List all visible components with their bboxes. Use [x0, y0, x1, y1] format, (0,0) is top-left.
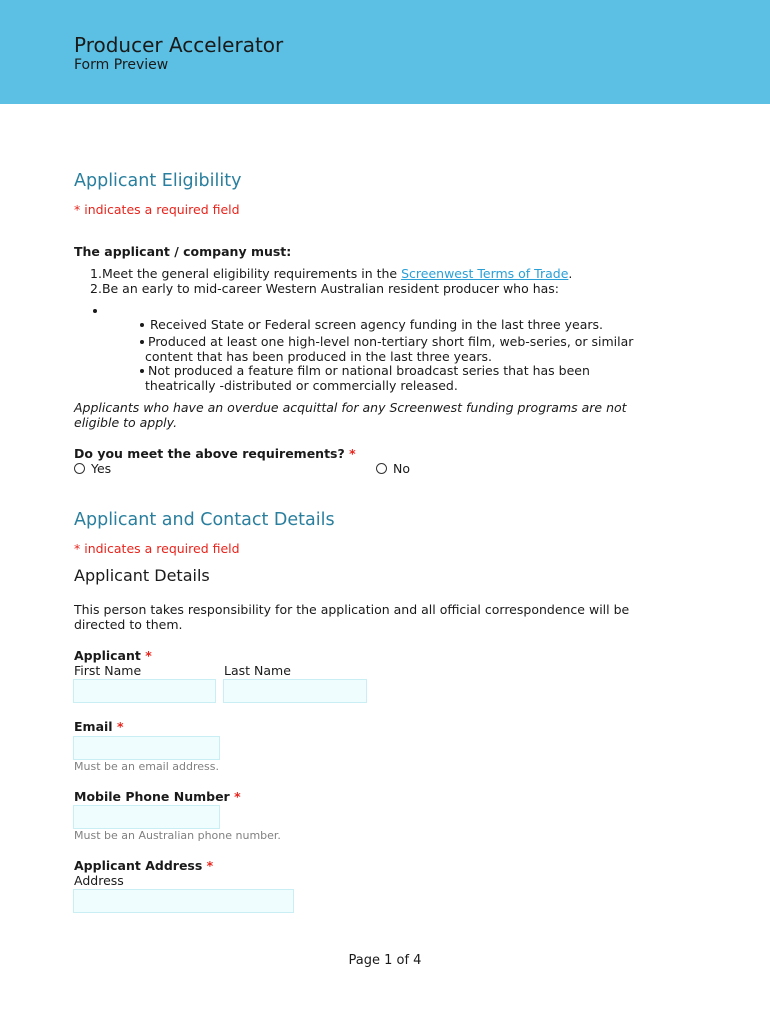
sub-item-2-cont: content that has been produced in the last three years. — [145, 349, 493, 364]
required-note: * indicates a required field — [74, 202, 240, 217]
intro-line2: directed to them. — [74, 617, 183, 632]
radio-yes[interactable] — [74, 461, 111, 476]
bullet-icon — [140, 369, 144, 373]
eligibility-item-2 — [90, 281, 559, 296]
acquittal-note-line1: Applicants who have an overdue acquittal for any Screenwest funding programs are not — [74, 400, 627, 415]
last-name-label: Last Name — [224, 663, 291, 678]
required-star: * — [145, 648, 152, 663]
email-label: Email * — [74, 719, 124, 734]
radio-circle-icon[interactable] — [376, 463, 387, 474]
must-label: The applicant / company must: — [74, 244, 292, 259]
radio-no[interactable] — [376, 461, 410, 476]
required-star: * — [234, 789, 241, 804]
page-number: Page 1 of 4 — [348, 953, 422, 968]
address-sublabel: Address — [74, 873, 124, 888]
radio-circle-icon[interactable] — [74, 463, 85, 474]
last-name-input[interactable] — [223, 679, 367, 703]
first-name-label: First Name — [74, 663, 142, 678]
item-number: 1. — [90, 266, 102, 281]
section-title-eligibility: Applicant Eligibility — [74, 171, 242, 191]
header-banner — [0, 0, 770, 104]
radio-yes-label: Yes — [91, 461, 112, 476]
eligibility-question: Do you meet the above requirements? * — [74, 446, 356, 461]
applicant-details-heading: Applicant Details — [74, 566, 210, 585]
form-subtitle: Form Preview — [74, 57, 169, 73]
applicant-label: Applicant * — [74, 648, 152, 663]
bullet-icon — [140, 323, 144, 327]
first-name-input[interactable] — [73, 679, 216, 703]
section-title-contact: Applicant and Contact Details — [74, 510, 335, 530]
mobile-phone-input[interactable] — [73, 805, 220, 829]
email-input[interactable] — [73, 736, 220, 760]
address-label: Applicant Address * — [74, 858, 214, 873]
phone-label: Mobile Phone Number * — [74, 789, 241, 804]
phone-hint: Must be an Australian phone number. — [74, 829, 281, 842]
intro-line1: This person takes responsibility for the application and all official correspondence will be — [74, 602, 630, 617]
empty-bullet — [93, 303, 103, 318]
required-star: * — [349, 446, 356, 461]
required-star: * — [206, 858, 214, 873]
eligibility-item-1: 1.Meet the general eligibility requirements in the Screenwest Terms of Trade. — [90, 266, 573, 281]
email-hint: Must be an email address. — [74, 760, 220, 773]
sub-item-2: Produced at least one high-level non-tertiary short film, web-series, or similar — [140, 334, 633, 349]
bullet-icon — [93, 309, 97, 313]
radio-no-label: No — [393, 461, 410, 476]
sub-item-1: Received State or Federal screen agency funding in the last three years. — [140, 317, 603, 332]
required-star: * — [116, 719, 124, 734]
sub-item-3: Not produced a feature film or national broadcast series that has been — [140, 363, 590, 378]
item-text: Meet the general eligibility requirements in the — [101, 266, 402, 281]
address-input[interactable] — [73, 889, 294, 913]
bullet-icon — [140, 340, 144, 344]
sub-item-3-cont: theatrically -distributed or commercially released. — [145, 378, 458, 393]
terms-of-trade-link[interactable]: Screenwest Terms of Trade — [401, 266, 569, 281]
required-note: * indicates a required field — [74, 541, 240, 556]
item-text: Be an early to mid-career Western Australian resident producer who has: — [101, 281, 560, 296]
item-number: 2. — [90, 281, 102, 296]
form-title: Producer Accelerator — [74, 33, 284, 57]
acquittal-note-line2: eligible to apply. — [74, 415, 178, 430]
